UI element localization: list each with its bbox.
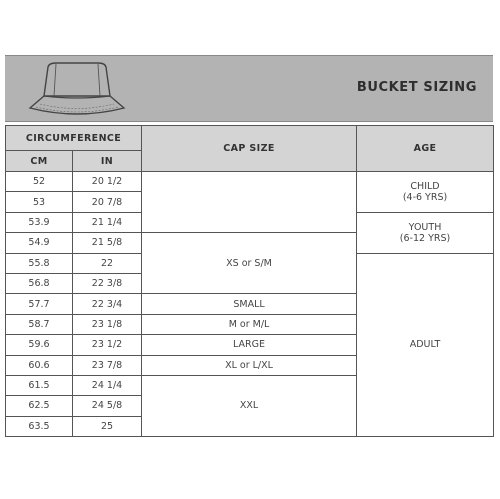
cap-size-header: CAP SIZE <box>142 126 357 172</box>
age-label: ADULT <box>409 339 441 351</box>
age-label: YOUTH <box>408 221 442 233</box>
cm-cell: 55.8 <box>6 253 73 273</box>
cap-size-cell <box>142 172 357 233</box>
age-range: (6-12 YRS) <box>399 232 451 244</box>
cap-size-cell: LARGE <box>142 335 357 355</box>
cm-cell: 59.6 <box>6 335 73 355</box>
age-cell <box>357 212 494 253</box>
in-cell: 21 1/4 <box>73 212 142 232</box>
cap-size-cell: XS or S/M <box>142 233 357 294</box>
table-row <box>6 172 494 192</box>
cm-cell: 58.7 <box>6 314 73 334</box>
bucket-hat-icon <box>18 60 136 117</box>
in-cell: 22 <box>73 253 142 273</box>
sizing-chart <box>5 55 493 437</box>
cap-size-cell: XL or L/XL <box>142 355 357 375</box>
cm-cell: 62.5 <box>6 396 73 416</box>
age-cell <box>357 253 494 437</box>
age-range: (4-6 YRS) <box>402 191 448 203</box>
cm-cell: 53.9 <box>6 212 73 232</box>
age-header: AGE <box>357 126 494 172</box>
circumference-header: CIRCUMFERENCE <box>6 126 142 151</box>
cm-cell: 57.7 <box>6 294 73 314</box>
age-cell <box>357 172 494 213</box>
cm-cell: 63.5 <box>6 416 73 436</box>
cap-size-cell: XXL <box>142 375 357 436</box>
cm-cell: 53 <box>6 192 73 212</box>
in-cell: 20 1/2 <box>73 172 142 192</box>
in-cell: 25 <box>73 416 142 436</box>
cm-cell: 54.9 <box>6 233 73 253</box>
cm-cell: 56.8 <box>6 273 73 293</box>
in-cell: 23 7/8 <box>73 355 142 375</box>
age-label: CHILD <box>410 180 440 192</box>
in-cell: 22 3/4 <box>73 294 142 314</box>
in-cell: 21 5/8 <box>73 233 142 253</box>
in-cell: 23 1/8 <box>73 314 142 334</box>
cm-cell: 60.6 <box>6 355 73 375</box>
in-cell: 24 5/8 <box>73 396 142 416</box>
cm-cell: 61.5 <box>6 375 73 395</box>
cap-size-cell: SMALL <box>142 294 357 314</box>
in-cell: 23 1/2 <box>73 335 142 355</box>
sizing-rows <box>6 172 494 437</box>
cm-header: CM <box>6 151 73 172</box>
chart-title: BUCKET SIZING <box>356 80 477 95</box>
in-cell: 22 3/8 <box>73 273 142 293</box>
cm-cell: 52 <box>6 172 73 192</box>
sizing-table <box>5 125 494 437</box>
chart-header <box>5 55 493 122</box>
in-header: IN <box>73 151 142 172</box>
in-cell: 24 1/4 <box>73 375 142 395</box>
cap-size-cell: M or M/L <box>142 314 357 334</box>
in-cell: 20 7/8 <box>73 192 142 212</box>
